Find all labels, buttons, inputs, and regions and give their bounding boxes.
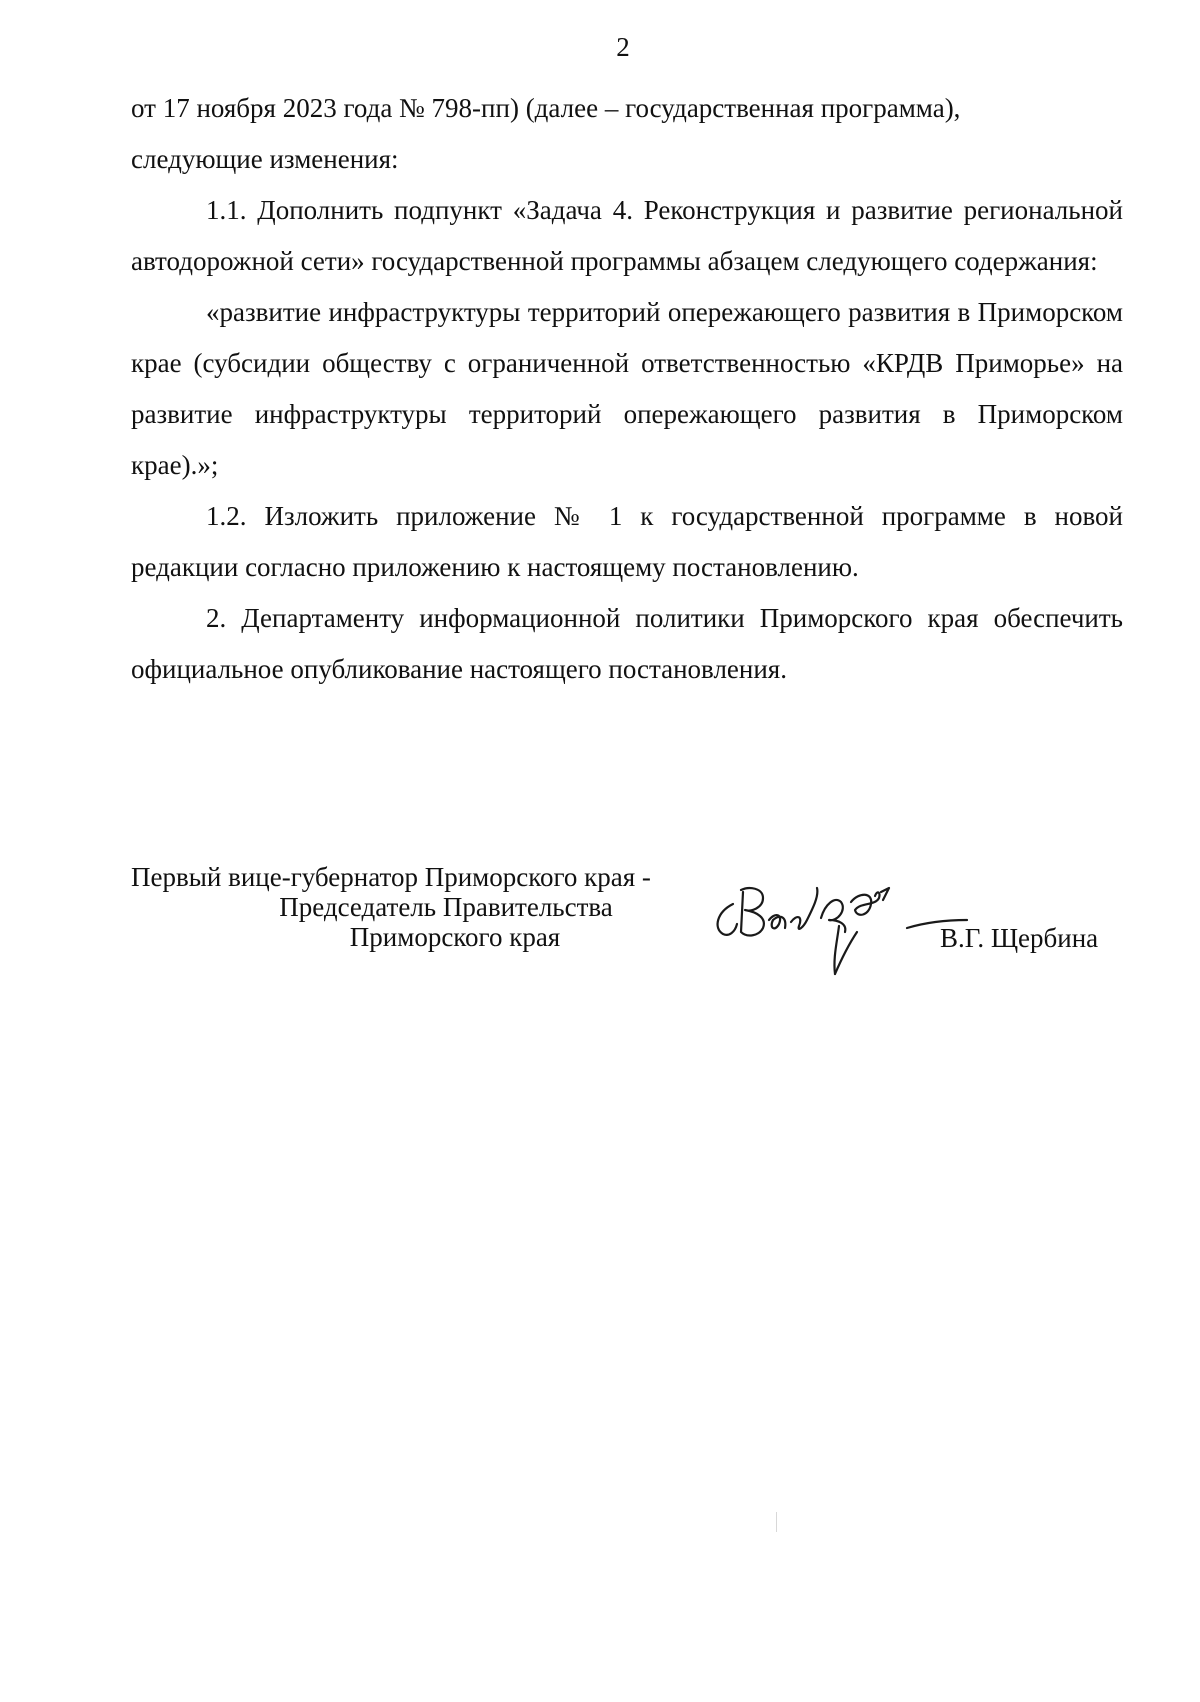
paragraph-item-1-2: 1.2. Изложить приложение № 1 к государственной программе в новой редакции согласно приложению к настоящему постановлению. xyxy=(131,501,1123,582)
paragraph-continuation-line2: следующие изменения: xyxy=(131,144,399,174)
paragraph-item-2: 2. Департаменту информационной политики Приморского края обеспечить официальное опубликование настоящего постановления. xyxy=(131,603,1123,684)
paragraph-continuation-line1: от 17 ноября 2023 года № 798-пп) (далее – государственная программа), xyxy=(131,93,961,123)
paragraph-quoted-text: «развитие инфраструктуры территорий опережающего развития в Приморском крае (субсидии обществу с ограниченной ответственностью «КРДВ Приморье» на развитие инфраструктуры территорий опережающего развития в Приморском крае).»; xyxy=(131,297,1123,480)
signatory-position-line1: Первый вице-губернатор Приморского края - xyxy=(131,862,651,892)
scan-artifact xyxy=(776,1512,777,1532)
signature-stroke xyxy=(821,900,845,932)
signature-stroke xyxy=(881,888,889,900)
signatory-name: В.Г. Щербина xyxy=(940,923,1099,953)
handwritten-signature xyxy=(671,862,971,982)
signatory-position xyxy=(131,862,751,952)
signature-block xyxy=(131,862,1123,982)
page-number: 2 xyxy=(616,32,630,62)
paragraph-continuation xyxy=(131,83,1123,185)
document-body xyxy=(131,83,1123,695)
signature-stroke xyxy=(769,915,785,928)
signatory-position-line3: Приморского края xyxy=(349,922,561,952)
signature-stroke xyxy=(741,888,764,935)
signatory-position-line2: Председатель Правительства xyxy=(279,892,613,922)
signature-stroke xyxy=(791,888,817,929)
paragraph-item-1-1: 1.1. Дополнить подпункт «Задача 4. Реконструкция и развитие региональной автодорожной сети» государственной программы абзацем следующего содержания: xyxy=(131,195,1123,276)
signature-stroke xyxy=(851,892,880,914)
signature-stroke xyxy=(718,904,737,935)
